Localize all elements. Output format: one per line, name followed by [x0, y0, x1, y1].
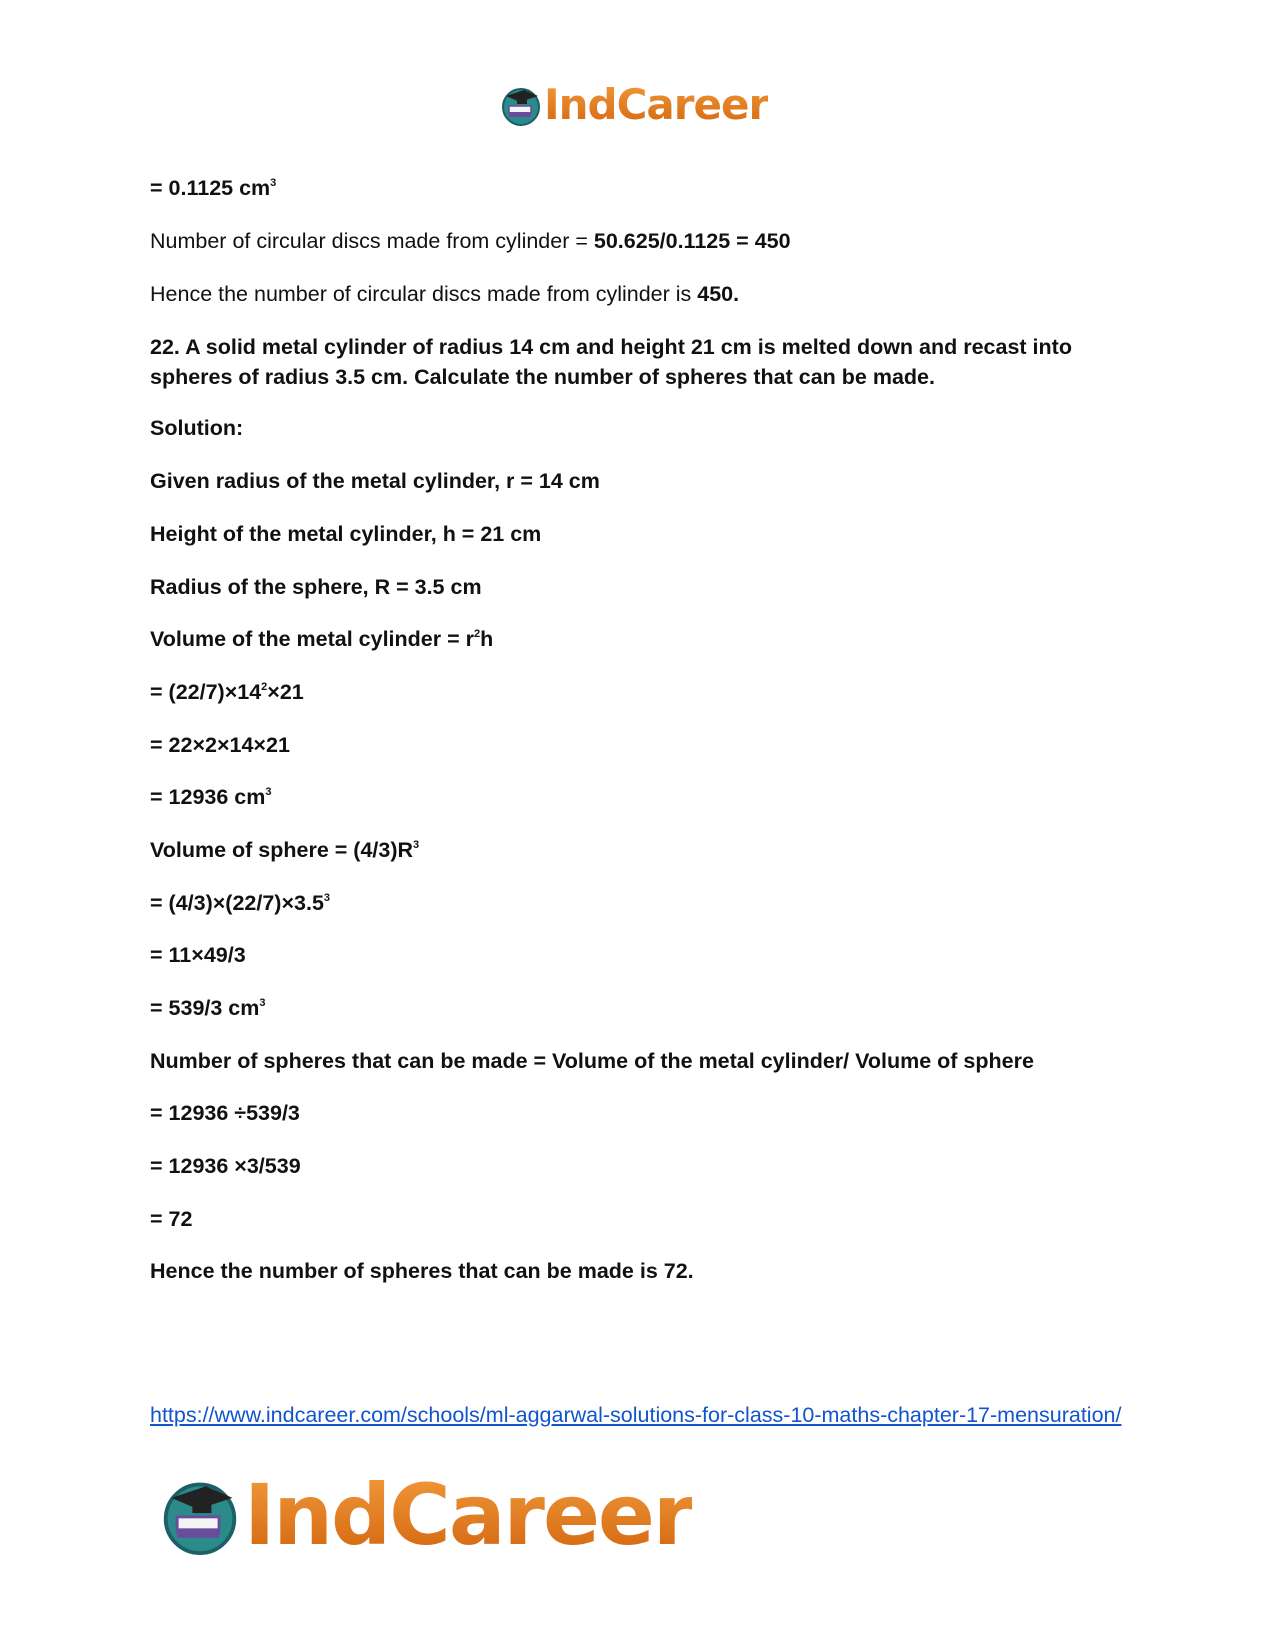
graduation-cap-globe-icon — [500, 84, 542, 126]
source-link[interactable]: https://www.indcareer.com/schools/ml-aggarwal-solutions-for-class-10-maths-chapter-17-mensuration/ — [150, 1403, 1122, 1427]
graduation-cap-globe-icon — [160, 1475, 240, 1555]
sphere-volume-result: = 539/3 $cm^3$ — [150, 996, 266, 1020]
given-sphere-radius: Radius of the sphere, R = 3.5 cm — [150, 575, 482, 599]
cylinder-volume-formula: Volume of the metal cylinder = $r^2h$ — [150, 627, 494, 651]
sphere-volume-step1: = $(4/3)\times(22/7)\times 3.5^3$ — [150, 891, 331, 915]
logo-text: IndCareer — [544, 80, 769, 129]
cylinder-volume-step1: = $(22/7)\times 14^2\times 21$ — [150, 680, 304, 704]
logo-text: IndCareer — [244, 1466, 693, 1564]
spheres-conclusion: Hence the number of spheres that can be made is 72. — [150, 1259, 694, 1283]
given-radius: Given radius of the metal cylinder, r = 14 cm — [150, 469, 600, 493]
footer-logo — [160, 1466, 693, 1564]
sphere-volume-step2: = 11×49/3 — [150, 943, 246, 967]
cylinder-volume-step2: = 22×2×14×21 — [150, 733, 290, 757]
line-volume-disc: = 0.1125 $cm^3$ — [150, 176, 277, 200]
sphere-volume-formula: Volume of sphere = $(4/3)R^3$ — [150, 838, 420, 862]
solution-heading: Solution: — [150, 416, 244, 440]
spheres-count-formula: Number of spheres that can be made = Volume of the metal cylinder/ Volume of sphere — [150, 1049, 1034, 1073]
cylinder-volume-result: = 12936 $cm^3$ — [150, 785, 272, 809]
spheres-count-result: = 72 — [150, 1207, 193, 1231]
line-discs-conclusion: Hence the number of circular discs made from cylinder is 450. — [150, 282, 740, 306]
header-logo — [500, 80, 768, 130]
spheres-count-step2: = 12936 ×3/539 — [150, 1154, 301, 1178]
spheres-count-step1: = 12936 ÷539/3 — [150, 1101, 300, 1125]
line-discs-count: Number of circular discs made from cylinder = 50.625/0.1125 = 450 — [150, 229, 791, 253]
given-height: Height of the metal cylinder, h = 21 cm — [150, 522, 542, 546]
question-22: 22. A solid metal cylinder of radius 14 cm and height 21 cm is melted down and recast into spheres of radius 3.5 cm. Calculate the number of spheres that can be made. — [150, 335, 1072, 389]
